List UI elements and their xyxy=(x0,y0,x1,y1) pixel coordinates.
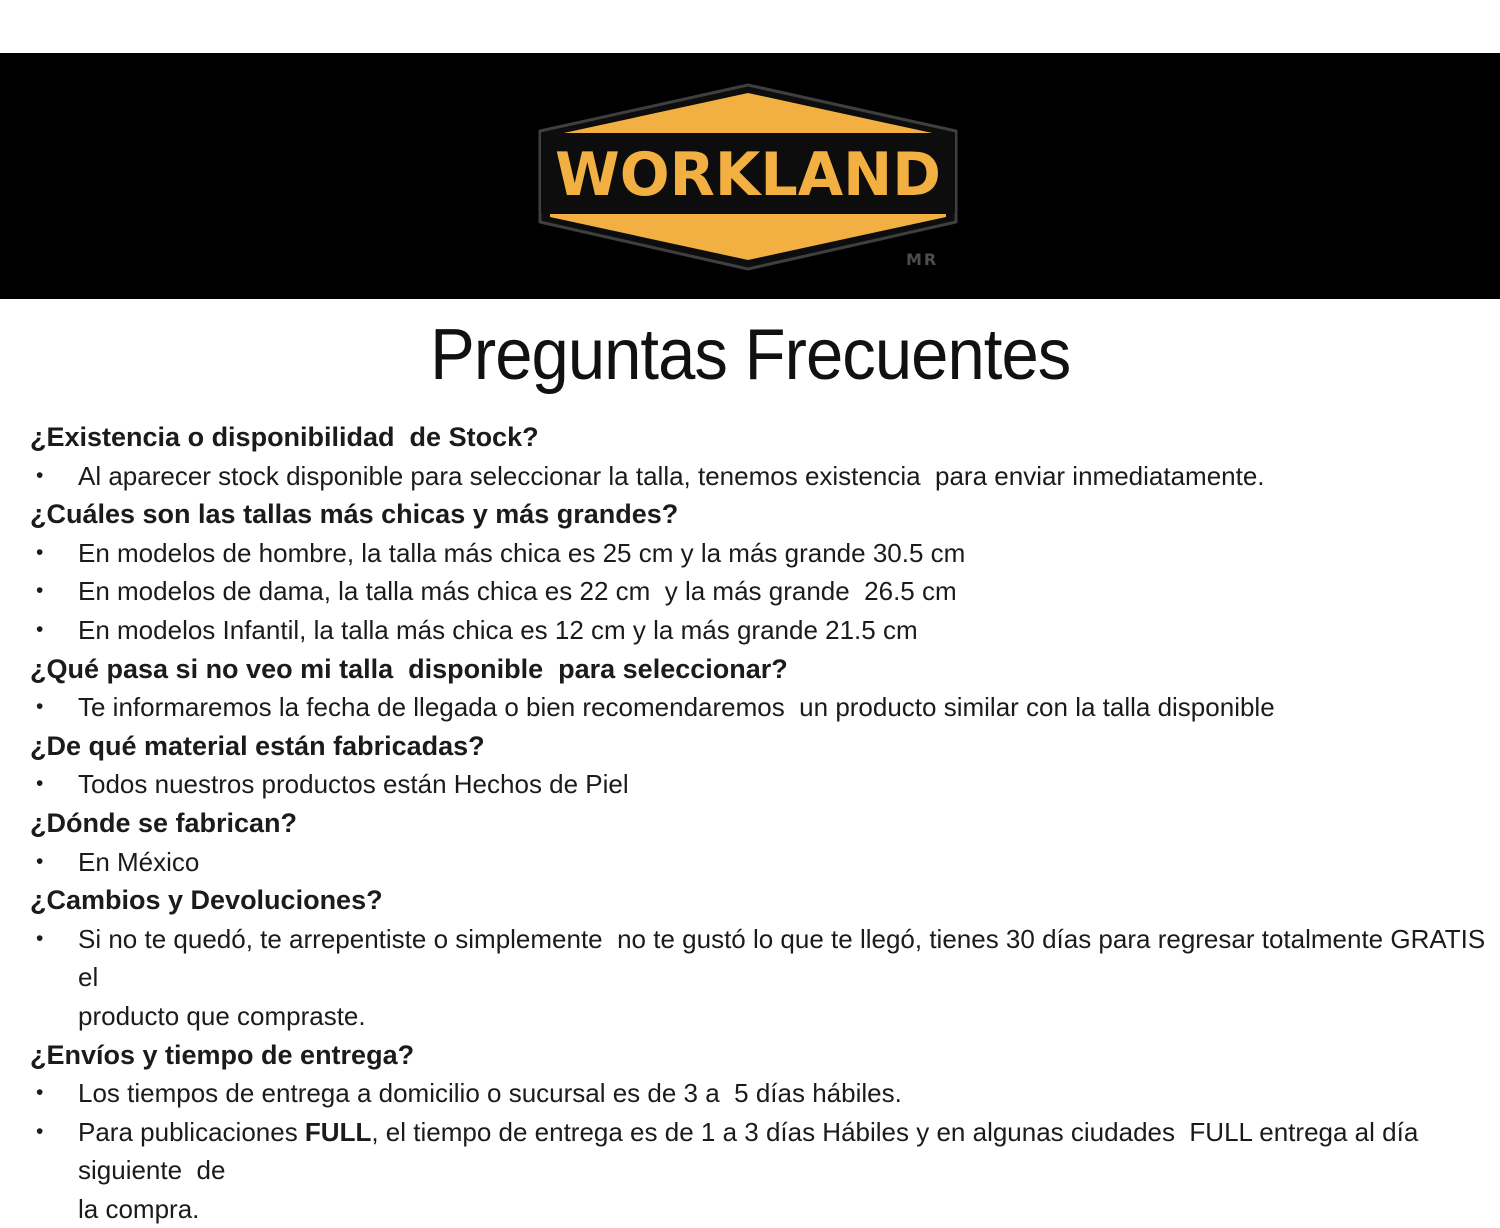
bullet-icon: • xyxy=(36,1119,44,1143)
faq-answer-text xyxy=(78,572,1486,611)
faq-answer-text xyxy=(78,765,1486,804)
faq-list xyxy=(30,418,1493,1228)
trademark-mr-label: MR xyxy=(906,250,939,269)
bullet-icon: • xyxy=(36,579,44,603)
faq-answer xyxy=(30,534,1486,573)
faq-question: ¿Dónde se fabrican? xyxy=(30,807,298,838)
faq-answer-line: Te informaremos la fecha de llegada o bien recomendaremos un producto similar con la talla disponible xyxy=(78,692,1275,723)
faq-answer-line: En modelos de dama, la talla más chica es 22 cm y la más grande 26.5 cm xyxy=(78,576,957,607)
faq-question: ¿Cambios y Devoluciones? xyxy=(30,885,383,916)
faq-answer-line: Si no te quedó, te arrepentiste o simplemente no te gustó lo que te llegó, tienes 30 días para regresar totalmente GRATIS el xyxy=(78,923,1493,993)
faq-answer xyxy=(30,920,1493,1036)
faq-answer xyxy=(30,572,1486,611)
faq-answer xyxy=(30,688,1486,727)
faq-answer-line: Todos nuestros productos están Hechos de Piel xyxy=(78,769,629,800)
faq-answer-text xyxy=(78,1113,1486,1228)
workland-logo xyxy=(528,81,968,273)
faq-answer-line: la compra. xyxy=(78,1193,200,1224)
workland-badge xyxy=(528,81,968,273)
faq-answer xyxy=(30,611,1486,650)
page-title: Preguntas Frecuentes xyxy=(429,315,1071,395)
faq-answer-line: Los tiempos de entrega a domicilio o sucursal es de 3 a 5 días hábiles. xyxy=(78,1078,902,1109)
brand-wordmark: WORKLAND xyxy=(555,140,941,210)
brand-banner xyxy=(0,53,1500,299)
faq-question: ¿Existencia o disponibilidad de Stock? xyxy=(30,422,539,452)
faq-answer-text xyxy=(78,1074,1486,1113)
title-row xyxy=(0,316,1500,395)
faq-answer-line: En México xyxy=(78,846,200,877)
bullet-icon: • xyxy=(36,617,44,641)
faq-answer-line: En modelos Infantil, la talla más chica es 12 cm y la más grande 21.5 cm xyxy=(78,614,918,645)
bullet-icon: • xyxy=(36,1081,44,1105)
bullet-icon: • xyxy=(36,926,44,950)
faq-question: ¿Envíos y tiempo de entrega? xyxy=(30,1039,415,1070)
faq-question: ¿Qué pasa si no veo mi talla disponible para seleccionar? xyxy=(30,653,788,684)
faq-answer-text xyxy=(78,534,1486,573)
faq-answer-line: En modelos de hombre, la talla más chica es 25 cm y la más grande 30.5 cm xyxy=(78,537,966,568)
faq-answer-text xyxy=(78,920,1493,1036)
faq-answer-text xyxy=(78,611,1486,650)
bullet-icon: • xyxy=(36,540,44,564)
faq-answer-text xyxy=(78,843,1486,882)
faq-answer-line: producto que compraste. xyxy=(78,1000,366,1031)
faq-answer xyxy=(30,457,1486,496)
faq-question: ¿De qué material están fabricadas? xyxy=(30,730,485,761)
bullet-icon: • xyxy=(36,695,44,719)
faq-answer-line: Al aparecer stock disponible para seleccionar la talla, tenemos existencia para enviar inmediatamente. xyxy=(78,460,1265,491)
faq-question: ¿Cuáles son las tallas más chicas y más grandes? xyxy=(30,499,679,530)
bullet-icon: • xyxy=(36,463,44,487)
bullet-icon: • xyxy=(36,849,44,873)
faq-answer xyxy=(30,843,1486,882)
faq-answer-line: Para publicaciones FULL, el tiempo de entrega es de 1 a 3 días Hábiles y en algunas ciudades FULL entrega al día siguiente de xyxy=(78,1116,1426,1186)
bullet-icon: • xyxy=(36,772,44,796)
faq-answer xyxy=(30,1113,1486,1228)
faq-answer-text xyxy=(78,457,1486,496)
faq-answer-text xyxy=(78,688,1486,727)
faq-answer xyxy=(30,765,1486,804)
faq-answer xyxy=(30,1074,1486,1113)
